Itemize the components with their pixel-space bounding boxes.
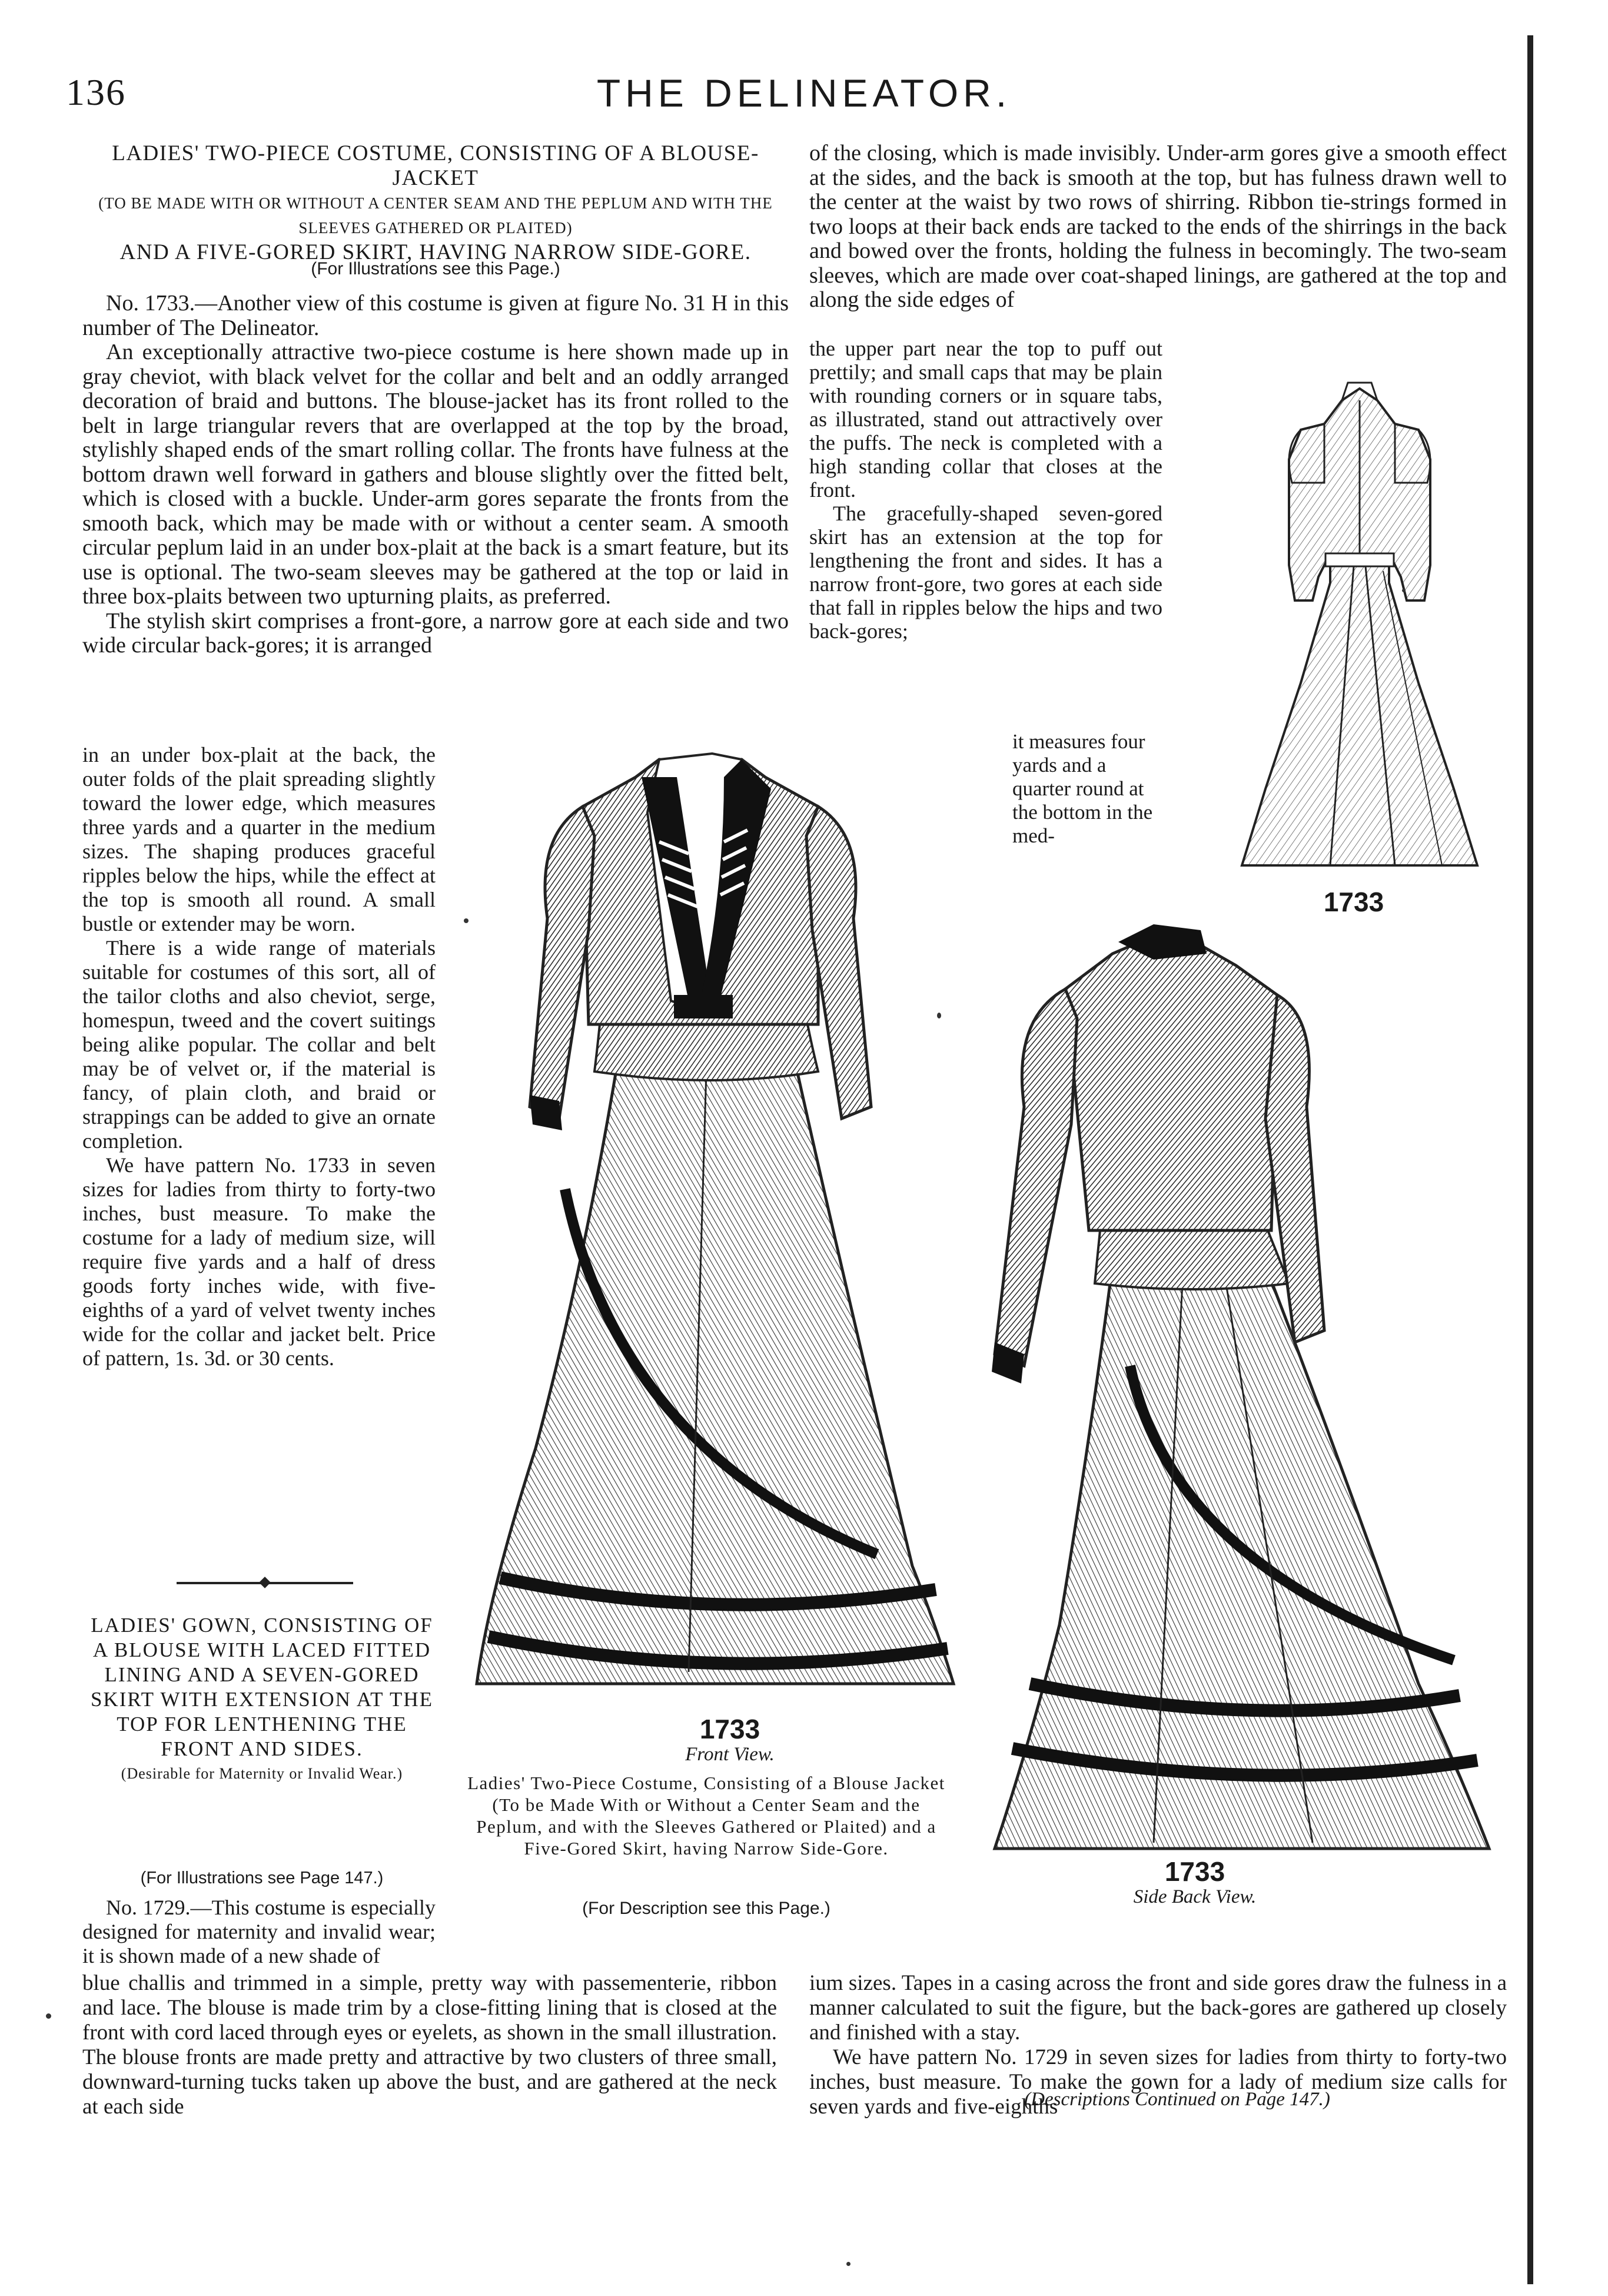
continued-note: (Descriptions Continued on Page 147.): [1024, 2089, 1330, 2110]
figure-desc-ref: (For Description see this Page.): [582, 1899, 830, 1918]
article1-heading-main-2: AND A FIVE-GORED SKIRT, HAVING NARROW SIDE-GORE.: [119, 240, 752, 264]
right-column-sliver: [1012, 730, 1165, 848]
section-divider: [177, 1582, 353, 1584]
page-number: 136: [66, 71, 126, 113]
right-paragraph-2b: it measures four yards and a quarter round at the bottom in the med-: [1012, 730, 1153, 847]
article1-heading-note: (TO BE MADE WITH OR WITHOUT A CENTER SEAM AND THE PEPLUM AND WITH THE SLEEVES GATHERED OR PLAITED): [98, 194, 773, 237]
article2-heading-note: (Desirable for Maternity or Invalid Wear.): [121, 1765, 403, 1782]
article2-illus-ref: (For Illustrations see Page 147.): [140, 1869, 384, 1887]
article1-paragraph-4: There is a wide range of materials suitable for costumes of this sort, all of the tailor cloths and also cheviot, serge, homespun, tweed and the covert suitings being alike popular. The collar and belt may be of velvet or, if the material is fancy, of plain cloth, and braid or strappings can be added to give an ornate completion.: [82, 936, 436, 1153]
side-back-figure-view: Side Back View.: [1133, 1886, 1257, 1907]
right-paragraph-1: of the closing, which is made invisibly. Under-arm gores give a smooth effect at the sides, and the back is smooth at the top, but has fulness drawn well to the center at the waist by two rows of shirring. Ribbon tie-strings formed in two loops at their back ends are tacked to the ends of the shirrings in the back and bowed over the fronts, holding the fulness in becomingly. The two-seam sleeves, which are made over coat-shaped linings, are gathered at the top and along the side edges of: [809, 141, 1507, 312]
front-figure-number: 1733: [699, 1714, 760, 1744]
article2-body-wide: [82, 1971, 777, 2119]
article1-headline: [82, 141, 789, 265]
side-back-peplum: [1095, 1225, 1289, 1289]
front-view-illustration: [465, 742, 1006, 1719]
front-peplum: [594, 1018, 818, 1080]
side-back-view-illustration: [959, 918, 1513, 1866]
article1-paragraph-3a: The stylish skirt comprises a front-gore, a narrow gore at each side and two wide circular back-gores; it is arranged: [82, 608, 789, 658]
article1-body-narrow: [82, 743, 436, 1371]
back-view-belt: [1325, 553, 1394, 566]
front-figure-view: Front View.: [685, 1744, 775, 1765]
print-speck: [464, 918, 469, 923]
page-title: THE DELINEATOR.: [596, 71, 1012, 115]
right-paragraph-2c: ium sizes. Tapes in a casing across the front and side gores draw the fulness in a manner calculated to suit the figure, but the back-gores are gathered up closely and finished with a stay.: [809, 1971, 1507, 2045]
article2-headline: [88, 1613, 436, 1786]
front-left-sleeve: [530, 807, 594, 1119]
print-speck: [46, 2013, 51, 2019]
right-paragraph-2a: The gracefully-shaped seven-gored skirt has an extension at the top for lengthening the front and sides. It has a narrow front-gore, two gores at each side that fall in ripples below the hips and two back-gores;: [809, 502, 1162, 643]
right-paragraph-3: We have pattern No. 1729 in seven sizes for ladies from thirty to forty-two inches, bust measure. To make the gown for a lady of medium size calls for seven yards and five-eighths: [809, 2045, 1507, 2119]
figure-caption: Ladies' Two-Piece Costume, Consisting of a Blouse Jacket (To be Made With or Without a Center Seam and the Peplum, and with the Sleeves Gathered or Plaited) and a Five-Gored Skirt, having Narrow Side-Gore.: [467, 1773, 945, 1859]
page-edge-rule: [1527, 35, 1533, 2284]
right-column-narrow: [809, 337, 1162, 643]
right-column-top: [809, 141, 1507, 313]
article2-body-narrow: [82, 1896, 436, 1968]
print-speck: [846, 2262, 850, 2266]
article1-body-top: [82, 291, 789, 658]
article1-heading-main-1: LADIES' TWO-PIECE COSTUME, CONSISTING OF A BLOUSE-JACKET: [112, 141, 759, 190]
back-view-figure-number: 1733: [1323, 887, 1384, 917]
side-back-bodice: [1065, 936, 1277, 1230]
front-belt-buckle: [674, 995, 733, 1018]
print-speck: [937, 1013, 941, 1018]
article1-paragraph-1: No. 1733.—Another view of this costume is given at figure No. 31 H in this number of The Delineator.: [82, 291, 789, 340]
article2-paragraph-1b: blue challis and trimmed in a simple, pretty way with passementerie, ribbon and lace. The blouse is made trim by a close-fitting lining that is closed at the front with cord laced through eyes or eyelets, as shown in the small illustration. The blouse fronts are made pretty and attractive by two clusters of three small, downward-turning tucks taken up above the bust, and are gathered at the neck at each side: [82, 1971, 777, 2119]
article2-paragraph-1a: No. 1729.—This costume is especially designed for maternity and invalid wear; it is shown made of a new shade of: [82, 1896, 436, 1967]
article1-illus-ref: (For Illustrations see this Page.): [311, 259, 560, 278]
print-speck: [1402, 589, 1406, 592]
right-paragraph-1b: the upper part near the top to puff out prettily; and small caps that may be plain with rounding corners or in square tabs, as illustrated, stand out attractively over the puffs. The neck is completed with a high standing collar that closes at the front.: [809, 337, 1162, 502]
article1-paragraph-3b: in an under box-plait at the back, the outer folds of the plait spreading slightly toward the lower edge, which measures three yards and a quarter in the medium sizes. The shaping produces graceful ripples below the hips, while the effect at the top is smooth all round. A small bustle or extender may be worn.: [82, 743, 436, 935]
article1-paragraph-5: We have pattern No. 1733 in seven sizes for ladies from thirty to forty-two inches, bust measure. To make the costume for a lady of medium size, will require five yards and a half of dress goods forty inches wide, with five-eighths of a yard of velvet twenty inches wide for the collar and jacket belt. Price of pattern, 1s. 3d. or 30 cents.: [82, 1153, 436, 1370]
article2-heading-main: LADIES' GOWN, CONSISTING OF A BLOUSE WITH LACED FITTED LINING AND A SEVEN-GORED SKIRT WITH EXTENSION AT THE TOP FOR LENTHENING THE FRONT AND SIDES.: [90, 1614, 434, 1760]
article1-paragraph-2: An exceptionally attractive two-piece costume is here shown made up in gray cheviot, with black velvet for the collar and belt and an oddly arranged decoration of braid and buttons. The blouse-jacket has its front rolled to the belt in large triangular revers that are overlapped at the top by the broad, stylishly shaped ends of the smart rolling collar. The fronts have fulness at the bottom drawn well forward in gathers and blouse slightly over the fitted belt, which is closed with a buckle. Under-arm gores separate the fronts from the smooth back, which may be made with or without a center seam. A smooth circular peplum laid in an under box-plait at the back is a smart feature, but its use is optional. The two-seam sleeves may be gathered at the top or laid in three box-plaits between two upturning plaits, as preferred.: [82, 340, 789, 609]
back-view-illustration: [1195, 377, 1524, 883]
side-back-left-sleeve: [995, 989, 1077, 1366]
side-back-figure-number: 1733: [1164, 1856, 1225, 1887]
